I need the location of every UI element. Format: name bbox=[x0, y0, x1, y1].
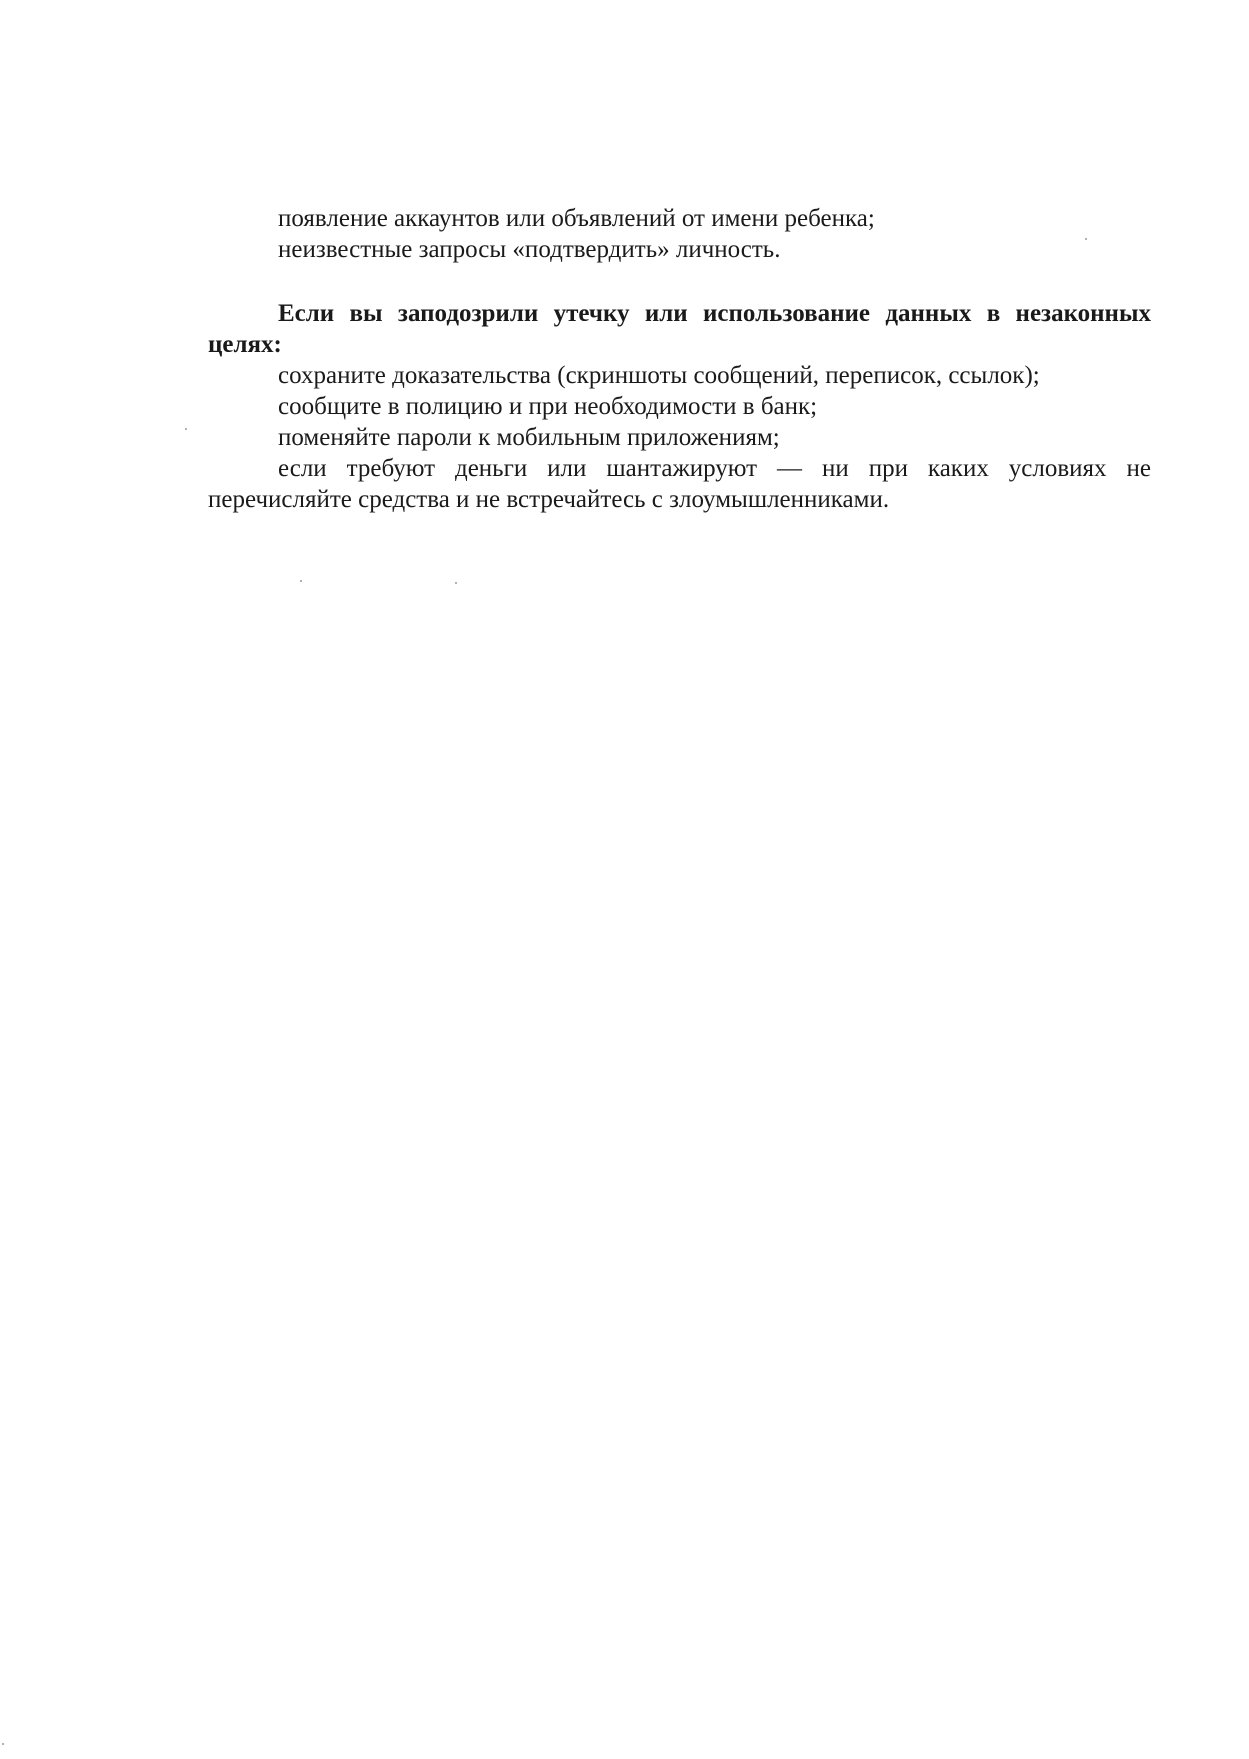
paragraph-spacer bbox=[208, 265, 1151, 298]
list-item: неизвестные запросы «подтвердить» личность. bbox=[278, 236, 781, 263]
scan-speck bbox=[2, 1743, 4, 1745]
section-heading: Если вы заподозрили утечку или использование данных в незаконных целях: bbox=[208, 300, 1151, 358]
scan-speck bbox=[300, 580, 302, 582]
document-body bbox=[208, 203, 1151, 515]
list-item: поменяйте пароли к мобильным приложениям; bbox=[278, 424, 780, 451]
scan-speck bbox=[1085, 238, 1087, 240]
list-item: если требуют деньги или шантажируют — ни при каких условиях не перечисляйте средства и не встречайтесь с злоумышленниками. bbox=[208, 455, 1151, 513]
scan-speck bbox=[455, 582, 457, 584]
list-item: сохраните доказательства (скриншоты сообщений, переписок, ссылок); bbox=[278, 362, 1040, 389]
list-item: появление аккаунтов или объявлений от имени ребенка; bbox=[278, 205, 875, 232]
scan-speck bbox=[185, 428, 187, 430]
list-item: сообщите в полицию и при необходимости в банк; bbox=[278, 393, 818, 420]
